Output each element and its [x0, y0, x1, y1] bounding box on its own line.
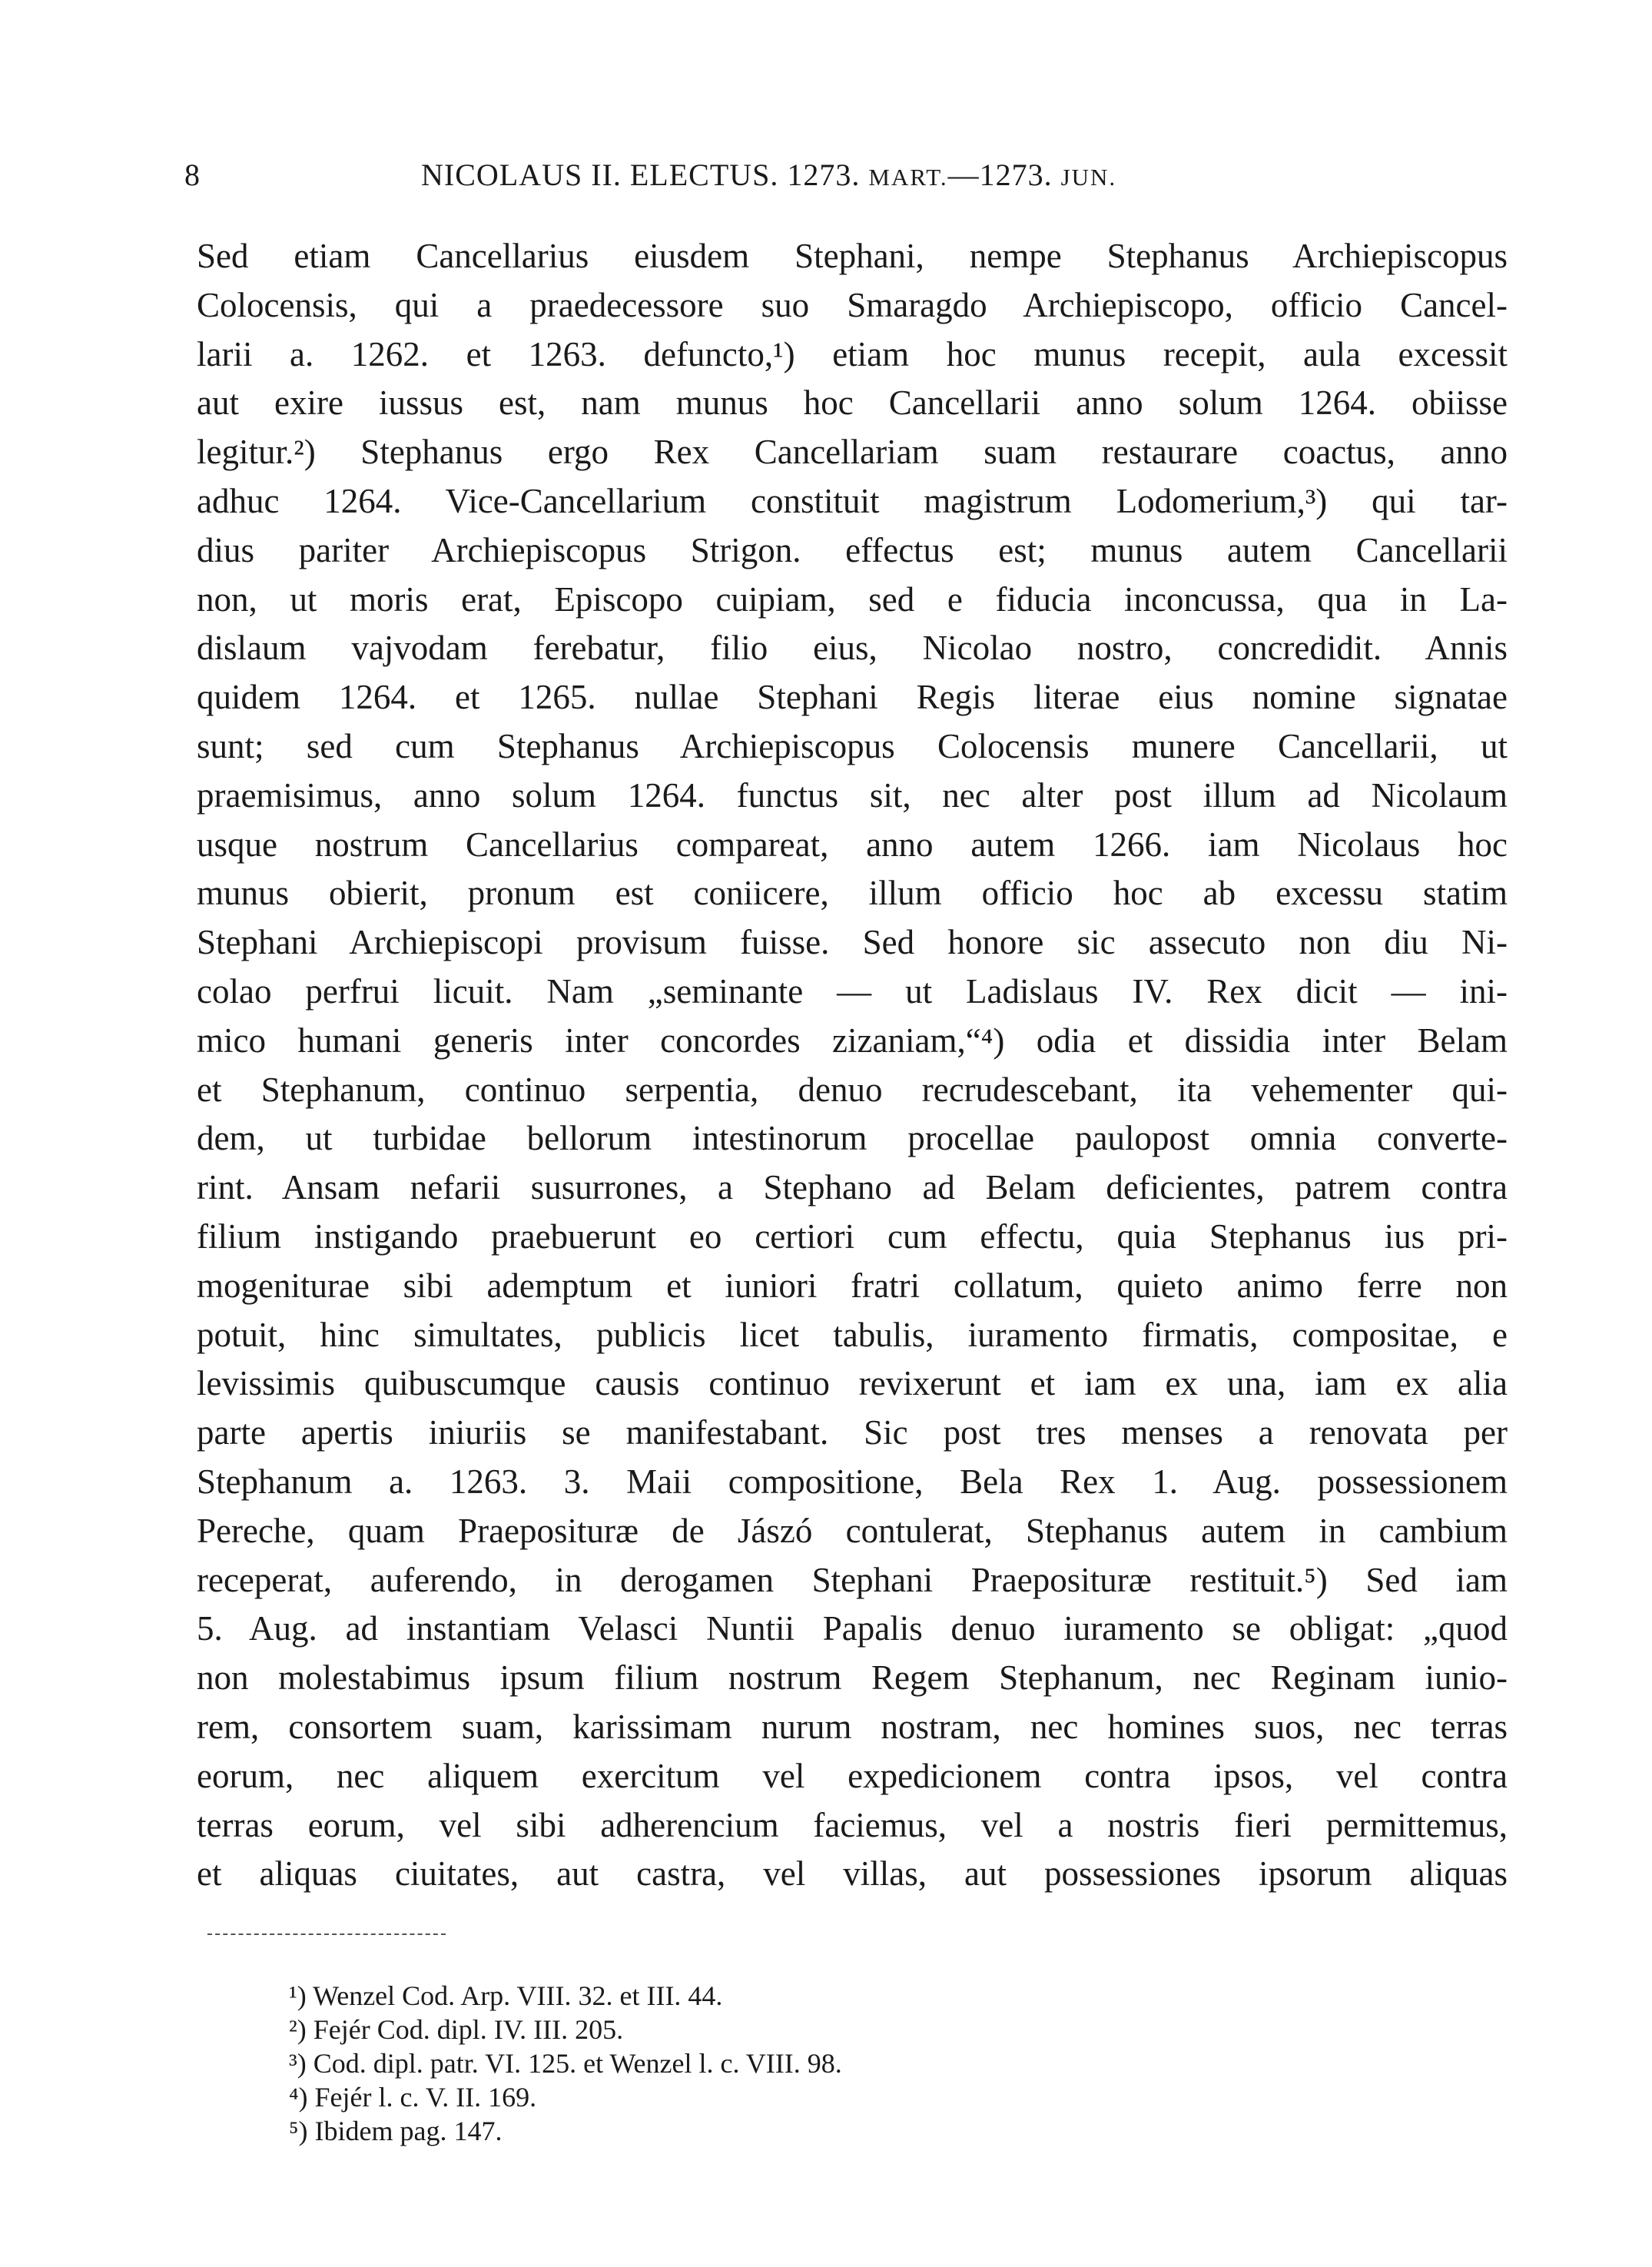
body-line: 5. Aug. ad instantiam Velasci Nuntii Papalis denuo iuramento se obligat: „quod	[197, 1609, 1508, 1648]
body-line: praemisimus, anno solum 1264. functus sit, nec alter post illum ad Nicolaum	[197, 775, 1508, 815]
body-line: larii a. 1262. et 1263. defuncto,¹) etiam hoc munus recepit, aula excessit	[197, 334, 1508, 373]
body-line: dius pariter Archiepiscopus Strigon. effectus est; munus autem Cancellarii	[197, 530, 1508, 569]
body-line: adhuc 1264. Vice-Cancellarium constituit magistrum Lodomerium,³) qui tar-	[197, 481, 1508, 520]
running-head-jun: JUN.	[1060, 164, 1117, 191]
running-head-title: NICOLAUS II. ELECTUS. 1273.	[421, 158, 861, 192]
body-line: filium instigando praebuerunt eo certiori cum effectu, quia Stephanus ius pri-	[197, 1216, 1508, 1256]
footnote: ²) Fejér Cod. dipl. IV. III. 205.	[289, 2014, 624, 2045]
body-line: Stephanum a. 1263. 3. Maii compositione, Bela Rex 1. Aug. possessionem	[197, 1462, 1508, 1501]
body-line: munus obierit, pronum est coniicere, illum officio hoc ab excessu statim	[197, 874, 1508, 913]
body-line: mogeniturae sibi ademptum et iuniori fratri collatum, quieto animo ferre non	[197, 1266, 1508, 1305]
page-number: 8	[184, 158, 200, 192]
body-line: legitur.²) Stephanus ergo Rex Cancellariam suam restaurare coactus, anno	[197, 433, 1508, 472]
body-line: rint. Ansam nefarii susurrones, a Stephano ad Belam deficientes, patrem contra	[197, 1168, 1508, 1207]
footnote: ¹) Wenzel Cod. Arp. VIII. 32. et III. 44.	[289, 1980, 723, 2011]
body-line: Pereche, quam Praeposituræ de Jászó contulerat, Stephanus autem in cambium	[197, 1511, 1508, 1550]
body-line: mico humani generis inter concordes zizaniam,“⁴) odia et dissidia inter Belam	[197, 1021, 1508, 1060]
body-line: sunt; sed cum Stephanus Archiepiscopus Colocensis munere Cancellarii, ut	[197, 726, 1508, 765]
body-line: non molestabimus ipsum filium nostrum Regem Stephanum, nec Reginam iunio-	[197, 1658, 1508, 1698]
body-line: et aliquas ciuitates, aut castra, vel villas, aut possessiones ipsorum aliquas	[197, 1854, 1508, 1894]
body-line: quidem 1264. et 1265. nullae Stephani Regis literae eius nomine signatae	[197, 678, 1508, 717]
body-line: eorum, nec aliquem exercitum vel expedicionem contra ipsos, vel contra	[197, 1756, 1508, 1795]
footnote: ⁴) Fejér l. c. V. II. 169.	[289, 2082, 537, 2113]
body-line: rem, consortem suam, karissimam nurum nostram, nec homines suos, nec terras	[197, 1707, 1508, 1746]
body-line: dislaum vajvodam ferebatur, filio eius, Nicolao nostro, concredidit. Annis	[197, 629, 1508, 668]
body-line: terras eorum, vel sibi adherencium faciemus, vel a nostris fieri permittemus,	[197, 1805, 1508, 1844]
footnote: ⁵) Ibidem pag. 147.	[289, 2116, 503, 2146]
body-line: potuit, hinc simultates, publicis licet tabulis, iuramento firmatis, compositae, e	[197, 1315, 1508, 1354]
body-line: parte apertis iniuriis se manifestabant. Sic post tres menses a renovata per	[197, 1413, 1508, 1452]
running-head-mart: MART.	[868, 164, 948, 191]
footnote-rule	[207, 1933, 446, 1935]
body-line: levissimis quibuscumque causis continuo revixerunt et iam ex una, iam ex alia	[197, 1364, 1508, 1403]
body-line: Sed etiam Cancellarius eiusdem Stephani, nempe Stephanus Archiepiscopus	[197, 237, 1508, 275]
running-head-range: —1273.	[947, 158, 1053, 192]
body-line: aut exire iussus est, nam munus hoc Cancellarii anno solum 1264. obiisse	[197, 383, 1508, 423]
body-line: usque nostrum Cancellarius compareat, anno autem 1266. iam Nicolaus hoc	[197, 825, 1508, 864]
body-line: Stephani Archiepiscopi provisum fuisse. Sed honore sic assecuto non diu Ni-	[197, 923, 1508, 962]
body-line: receperat, auferendo, in derogamen Stephani Praeposituræ restituit.⁵) Sed iam	[197, 1560, 1508, 1599]
footnotes	[289, 1979, 1441, 2148]
running-head	[421, 152, 1116, 201]
body-line: non, ut moris erat, Episcopo cuipiam, sed e fiducia inconcussa, qua in La-	[197, 579, 1508, 619]
page-header	[184, 152, 1537, 198]
body-line: dem, ut turbidae bellorum intestinorum procellae paulopost omnia converte-	[197, 1119, 1508, 1158]
body-text	[197, 232, 1508, 1899]
body-line: et Stephanum, continuo serpentia, denuo recrudescebant, ita vehementer qui-	[197, 1070, 1508, 1109]
footnote: ³) Cod. dipl. patr. VI. 125. et Wenzel l. c. VIII. 98.	[289, 2048, 842, 2079]
body-line: colao perfrui licuit. Nam „seminante — ut Ladislaus IV. Rex dicit — ini-	[197, 971, 1508, 1011]
body-line: Colocensis, qui a praedecessore suo Smaragdo Archiepiscopo, officio Cancel-	[197, 285, 1508, 324]
